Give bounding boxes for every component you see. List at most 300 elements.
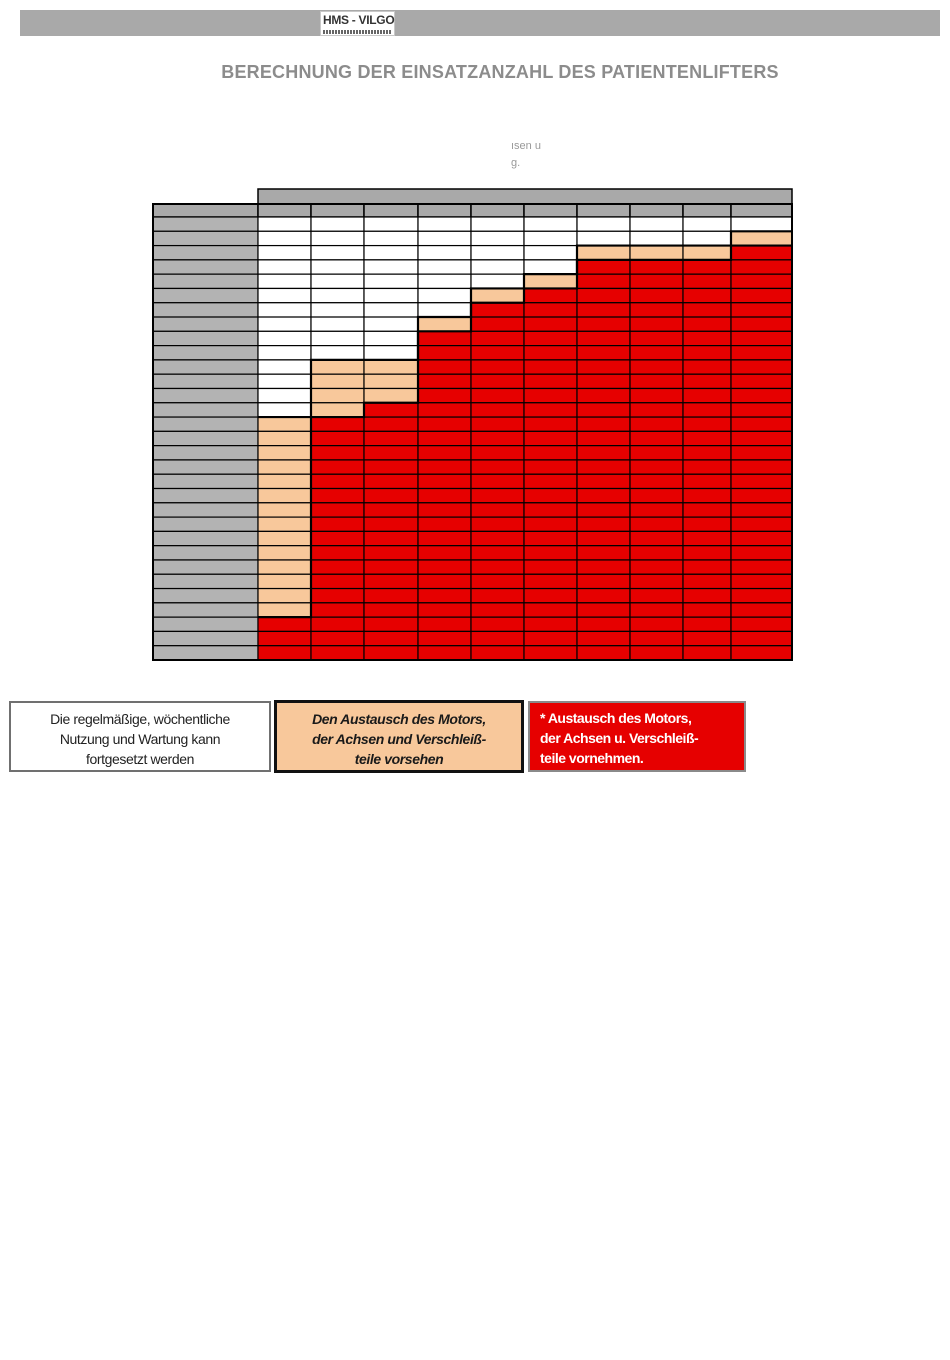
cell-red: [471, 574, 524, 588]
cell-red: [577, 631, 630, 645]
cell-red: [731, 574, 792, 588]
cell-red: [683, 374, 731, 388]
cell-white: [364, 246, 418, 260]
cell-red: [418, 460, 471, 474]
cell-red: [577, 288, 630, 302]
cell-red: [311, 446, 364, 460]
cell-red: [630, 446, 683, 460]
cell-white: [258, 403, 311, 417]
cell-red: [471, 517, 524, 531]
cell-red: [311, 474, 364, 488]
cell-red: [471, 403, 524, 417]
row-label-cell: [153, 417, 258, 431]
cell-red: [524, 417, 577, 431]
cell-red: [471, 546, 524, 560]
cell-red: [731, 517, 792, 531]
cell-red: [577, 603, 630, 617]
cell-red: [630, 531, 683, 545]
cell-red: [731, 346, 792, 360]
cell-red: [471, 388, 524, 402]
cell-red: [524, 431, 577, 445]
cell-red: [364, 617, 418, 631]
cell-red: [311, 617, 364, 631]
cell-white: [418, 246, 471, 260]
cell-orange: [258, 517, 311, 531]
cell-red: [418, 589, 471, 603]
column-header-cell: [471, 204, 524, 217]
cell-red: [311, 489, 364, 503]
cell-red: [630, 346, 683, 360]
cell-red: [524, 317, 577, 331]
column-header-cell: [577, 204, 630, 217]
row-label-cell: [153, 446, 258, 460]
cell-red: [630, 374, 683, 388]
cell-white: [311, 317, 364, 331]
cell-red: [418, 331, 471, 345]
cell-red: [311, 631, 364, 645]
cell-white: [364, 217, 418, 231]
row-label-cell: [153, 303, 258, 317]
cell-red: [524, 646, 577, 660]
cell-orange: [258, 589, 311, 603]
cell-red: [418, 603, 471, 617]
cell-red: [731, 303, 792, 317]
row-label-cell: [153, 388, 258, 402]
legend-continue-use: [9, 701, 271, 772]
cell-orange: [311, 388, 364, 402]
cell-white: [311, 346, 364, 360]
cell-red: [630, 589, 683, 603]
cell-red: [418, 474, 471, 488]
cell-red: [630, 417, 683, 431]
cell-red: [418, 360, 471, 374]
cell-red: [471, 646, 524, 660]
cell-red: [311, 431, 364, 445]
cell-orange: [471, 288, 524, 302]
cell-red: [471, 460, 524, 474]
cell-red: [471, 360, 524, 374]
cell-white: [311, 288, 364, 302]
cell-orange: [258, 603, 311, 617]
cell-white: [364, 288, 418, 302]
cell-red: [418, 388, 471, 402]
cell-red: [683, 631, 731, 645]
legend-line: * Austausch des Motors,: [540, 710, 692, 726]
cell-orange: [258, 489, 311, 503]
cell-red: [364, 546, 418, 560]
cell-red: [731, 431, 792, 445]
matrix-header-merged: [258, 189, 792, 204]
cell-red: [471, 503, 524, 517]
cell-red: [471, 489, 524, 503]
cell-red: [683, 646, 731, 660]
cell-red: [418, 517, 471, 531]
legend-line: Die regelmäßige, wöchentliche: [50, 711, 230, 727]
matrix-header-corner: [153, 204, 258, 217]
row-label-cell: [153, 517, 258, 531]
cell-red: [524, 531, 577, 545]
cell-red: [731, 589, 792, 603]
cell-red: [630, 603, 683, 617]
cell-red: [683, 346, 731, 360]
cell-red: [524, 503, 577, 517]
row-label-cell: [153, 360, 258, 374]
cell-red: [577, 403, 630, 417]
cell-red: [630, 431, 683, 445]
cell-orange: [311, 360, 364, 374]
cell-red: [683, 274, 731, 288]
cell-red: [630, 617, 683, 631]
cell-red: [683, 317, 731, 331]
column-header-cell: [731, 204, 792, 217]
cell-red: [683, 303, 731, 317]
cell-red: [524, 288, 577, 302]
cell-red: [577, 260, 630, 274]
cell-orange: [258, 531, 311, 545]
cell-red: [577, 431, 630, 445]
cell-red: [418, 417, 471, 431]
cell-red: [311, 646, 364, 660]
cell-red: [311, 603, 364, 617]
cell-white: [418, 303, 471, 317]
cell-white: [683, 231, 731, 245]
cell-red: [524, 631, 577, 645]
cell-red: [577, 503, 630, 517]
cell-red: [471, 431, 524, 445]
cell-red: [364, 489, 418, 503]
cell-orange: [731, 231, 792, 245]
cell-red: [577, 417, 630, 431]
cell-red: [524, 617, 577, 631]
text-fragment-2: g.: [511, 157, 521, 169]
row-label-cell: [153, 317, 258, 331]
cell-white: [258, 388, 311, 402]
cell-red: [630, 517, 683, 531]
row-label-cell: [153, 403, 258, 417]
cell-red: [683, 531, 731, 545]
cell-white: [364, 331, 418, 345]
cell-red: [471, 603, 524, 617]
column-header-cell: [630, 204, 683, 217]
cell-red: [418, 503, 471, 517]
cell-white: [471, 260, 524, 274]
row-label-cell: [153, 503, 258, 517]
cell-red: [577, 574, 630, 588]
cell-red: [577, 274, 630, 288]
cell-red: [683, 617, 731, 631]
cell-orange: [258, 474, 311, 488]
cell-red: [418, 560, 471, 574]
cell-red: [683, 574, 731, 588]
cell-red: [418, 431, 471, 445]
cell-orange: [418, 317, 471, 331]
cell-orange: [524, 274, 577, 288]
cell-red: [364, 446, 418, 460]
cell-red: [731, 317, 792, 331]
cell-red: [311, 546, 364, 560]
cell-red: [471, 446, 524, 460]
cell-red: [418, 546, 471, 560]
cell-white: [311, 303, 364, 317]
legend-line: teile vornehmen.: [540, 750, 644, 766]
cell-red: [731, 546, 792, 560]
cell-red: [524, 303, 577, 317]
row-label-cell: [153, 231, 258, 245]
cell-red: [683, 517, 731, 531]
cell-red: [630, 260, 683, 274]
row-label-cell: [153, 374, 258, 388]
cell-red: [311, 517, 364, 531]
cell-red: [630, 574, 683, 588]
row-label-cell: [153, 288, 258, 302]
cell-red: [524, 574, 577, 588]
cell-red: [364, 589, 418, 603]
cell-red: [471, 474, 524, 488]
cell-white: [364, 346, 418, 360]
cell-red: [524, 546, 577, 560]
cell-red: [731, 288, 792, 302]
cell-orange: [364, 374, 418, 388]
legend-plan-replacement: [274, 700, 524, 773]
cell-red: [731, 646, 792, 660]
cell-red: [577, 617, 630, 631]
cell-red: [524, 346, 577, 360]
row-label-cell: [153, 489, 258, 503]
cell-red: [577, 374, 630, 388]
row-label-cell: [153, 474, 258, 488]
cell-red: [471, 617, 524, 631]
cell-white: [577, 217, 630, 231]
cell-red: [524, 460, 577, 474]
cell-red: [418, 346, 471, 360]
cell-red: [471, 346, 524, 360]
cell-white: [258, 360, 311, 374]
cell-red: [731, 460, 792, 474]
cell-red: [630, 403, 683, 417]
cell-red: [630, 274, 683, 288]
cell-red: [364, 403, 418, 417]
cell-red: [683, 431, 731, 445]
cell-white: [258, 288, 311, 302]
cell-orange: [630, 246, 683, 260]
column-header-cell: [683, 204, 731, 217]
cell-red: [630, 388, 683, 402]
cell-red: [683, 417, 731, 431]
cell-red: [311, 417, 364, 431]
cell-red: [364, 603, 418, 617]
row-label-cell: [153, 646, 258, 660]
cell-white: [311, 246, 364, 260]
cell-white: [418, 288, 471, 302]
cell-red: [524, 403, 577, 417]
row-label-cell: [153, 631, 258, 645]
cell-white: [258, 217, 311, 231]
cell-red: [731, 603, 792, 617]
cell-red: [731, 560, 792, 574]
cell-red: [630, 489, 683, 503]
column-header-cell: [524, 204, 577, 217]
cell-red: [683, 260, 731, 274]
cell-red: [418, 446, 471, 460]
row-label-cell: [153, 331, 258, 345]
cell-white: [311, 274, 364, 288]
cell-red: [630, 631, 683, 645]
cell-red: [683, 503, 731, 517]
cell-red: [630, 460, 683, 474]
cell-white: [471, 274, 524, 288]
cell-white: [524, 217, 577, 231]
cell-red: [683, 589, 731, 603]
cell-red: [630, 560, 683, 574]
text-fragment-1: ısen u: [511, 140, 541, 152]
cell-red: [731, 388, 792, 402]
cell-red: [731, 260, 792, 274]
cell-red: [630, 303, 683, 317]
cell-red: [471, 317, 524, 331]
cell-red: [683, 403, 731, 417]
cell-red: [418, 631, 471, 645]
cell-red: [311, 574, 364, 588]
cell-red: [364, 631, 418, 645]
cell-orange: [258, 546, 311, 560]
column-header-cell: [418, 204, 471, 217]
cell-orange: [258, 417, 311, 431]
cell-white: [311, 331, 364, 345]
cell-white: [630, 231, 683, 245]
cell-white: [418, 231, 471, 245]
cell-white: [258, 260, 311, 274]
cell-white: [364, 274, 418, 288]
cell-red: [471, 589, 524, 603]
cell-red: [311, 560, 364, 574]
cell-white: [731, 217, 792, 231]
cell-red: [577, 460, 630, 474]
cell-red: [364, 431, 418, 445]
legend-line: Nutzung und Wartung kann: [59, 731, 221, 747]
cell-red: [471, 417, 524, 431]
cell-red: [683, 603, 731, 617]
cell-red: [364, 646, 418, 660]
cell-red: [524, 560, 577, 574]
cell-red: [418, 617, 471, 631]
cell-red: [364, 574, 418, 588]
cell-red: [471, 531, 524, 545]
cell-white: [418, 260, 471, 274]
cell-red: [364, 517, 418, 531]
cell-orange: [258, 560, 311, 574]
cell-red: [577, 346, 630, 360]
cell-white: [258, 331, 311, 345]
cell-red: [524, 603, 577, 617]
cell-red: [731, 503, 792, 517]
cell-white: [524, 231, 577, 245]
cell-white: [258, 231, 311, 245]
cell-red: [418, 403, 471, 417]
cell-white: [258, 303, 311, 317]
cell-red: [577, 517, 630, 531]
cell-white: [258, 346, 311, 360]
cell-red: [630, 288, 683, 302]
cell-red: [577, 531, 630, 545]
row-label-cell: [153, 217, 258, 231]
cell-red: [683, 460, 731, 474]
cell-orange: [258, 503, 311, 517]
cell-red: [731, 246, 792, 260]
cell-white: [258, 317, 311, 331]
cell-red: [524, 589, 577, 603]
cell-red: [630, 331, 683, 345]
cell-red: [524, 489, 577, 503]
legend-replace-now: [528, 701, 746, 772]
cell-red: [683, 474, 731, 488]
cell-red: [630, 317, 683, 331]
cell-red: [418, 374, 471, 388]
row-label-cell: [153, 460, 258, 474]
cell-red: [258, 646, 311, 660]
cell-red: [311, 589, 364, 603]
cell-white: [258, 246, 311, 260]
cell-red: [630, 646, 683, 660]
cell-white: [311, 217, 364, 231]
row-label-cell: [153, 531, 258, 545]
cell-red: [471, 560, 524, 574]
cell-orange: [311, 403, 364, 417]
row-label-cell: [153, 260, 258, 274]
cell-orange: [258, 574, 311, 588]
cell-red: [577, 560, 630, 574]
cell-red: [364, 417, 418, 431]
cell-red: [577, 646, 630, 660]
row-label-cell: [153, 431, 258, 445]
cell-white: [364, 260, 418, 274]
column-header-cell: [258, 204, 311, 217]
cell-red: [577, 489, 630, 503]
cell-red: [311, 531, 364, 545]
cell-red: [577, 303, 630, 317]
row-label-cell: [153, 546, 258, 560]
row-label-cell: [153, 560, 258, 574]
cell-red: [418, 489, 471, 503]
cell-white: [418, 217, 471, 231]
cell-red: [731, 531, 792, 545]
cell-red: [683, 360, 731, 374]
cell-red: [577, 317, 630, 331]
cell-red: [630, 503, 683, 517]
cell-red: [471, 631, 524, 645]
cell-red: [364, 474, 418, 488]
cell-red: [683, 546, 731, 560]
cell-red: [471, 331, 524, 345]
row-label-cell: [153, 589, 258, 603]
cell-red: [364, 460, 418, 474]
cell-red: [524, 446, 577, 460]
cell-white: [258, 274, 311, 288]
cell-red: [731, 446, 792, 460]
cell-red: [258, 617, 311, 631]
cell-red: [683, 331, 731, 345]
cell-red: [731, 374, 792, 388]
cell-orange: [683, 246, 731, 260]
legend-line: Den Austausch des Motors,: [312, 711, 486, 727]
row-label-cell: [153, 603, 258, 617]
cell-red: [311, 503, 364, 517]
legend-line: teile vorsehen: [354, 751, 444, 767]
cell-orange: [364, 388, 418, 402]
cell-orange: [258, 446, 311, 460]
cell-orange: [258, 431, 311, 445]
row-label-cell: [153, 274, 258, 288]
cell-red: [683, 446, 731, 460]
